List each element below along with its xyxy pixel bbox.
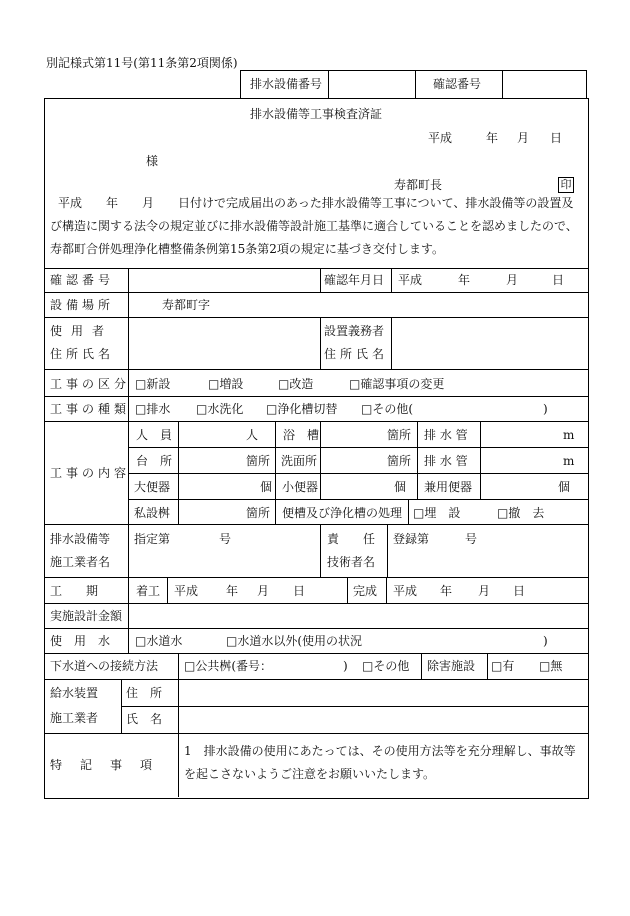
user-label: 使用者 [50,324,114,338]
treatment-remove[interactable]: □撤 去 [497,506,545,520]
issue-date-day: 日 [550,131,563,145]
start-era: 平成 [174,584,199,598]
work-class-change[interactable]: □確認事項の変更 [349,377,445,391]
hazard-yes[interactable]: □有 [491,659,515,673]
hazard-facility-label: 除害施設 [427,659,476,673]
work-type-label: 工事の種類 [50,402,131,416]
sewer-public-basin-close: ) [343,659,348,673]
content-urinal: 小便器 [282,480,319,494]
confirm-date-day: 日 [552,273,565,287]
work-type-other[interactable]: □その他( [361,402,414,416]
certificate-body: 平成 年 月 日付けで完成届出のあった排水設備等工事について、排水設備等の設置及び構造に関する法令の規定並びに排水設備等設計施工基準に適合していることを認めましたので、寿都町合併処理浄化槽整備条例第15条第2項の規定に基づき交付します。 [50,196,578,256]
location-label: 設備場所 [50,298,115,312]
confirm-date-year: 年 [458,273,471,287]
content-pipe2: 排 水 管 [424,454,468,468]
content-toilet: 大便器 [134,480,171,494]
complete-year: 年 [440,584,453,598]
content-washbasin: 洗面所 [281,454,318,468]
treatment-bury[interactable]: □埋 設 [413,506,461,520]
content-private-basin: 私設桝 [134,506,171,520]
content-dual-toilet-unit: 個 [558,480,571,494]
content-washbasin-unit: 箇所 [387,454,412,468]
content-pipe1: 排 水 管 [424,428,468,442]
confirm-date-era: 平成 [398,273,423,287]
obligor-label: 設置義務者 [324,324,385,338]
work-type-septic[interactable]: □浄化槽切替 [266,402,338,416]
start-label: 着工 [136,584,161,598]
supply-name-label: 氏 名 [126,712,163,726]
supply-address-label: 住 所 [126,686,163,700]
issue-date-era: 平成 [428,131,453,145]
location-value: 寿都町字 [162,298,211,312]
content-private-basin-unit: 箇所 [246,506,271,520]
period-label: 工 期 [50,584,99,598]
content-pipe1-unit: m [563,428,575,442]
issue-date-year: 年 [486,131,499,145]
work-content-label: 工事の内容 [50,466,131,480]
contractor-name-label: 施工業者名 [50,555,111,569]
work-class-modify[interactable]: □改造 [278,377,314,391]
obligor-address-label: 住所氏名 [324,347,389,361]
designated-number: 号 [219,532,232,546]
complete-month: 月 [478,584,491,598]
content-persons: 人 員 [136,428,173,442]
supply-contractor-label: 施工業者 [50,711,99,725]
confirm-number-label: 確認番号 [433,77,482,91]
sewer-connection-label: 下水道への接続方法 [50,659,159,673]
registered-number: 号 [465,532,478,546]
content-toilet-unit: 個 [260,480,273,494]
confirm-number-row-label: 確認番号 [50,273,115,287]
work-class-label: 工事の区分 [50,377,131,391]
contractor-label: 排水設備等 [50,532,111,546]
content-bath-unit: 箇所 [387,428,412,442]
water-use-label: 使 用 水 [50,634,111,648]
sewer-other[interactable]: □その他 [362,659,410,673]
registered-label: 登録第 [393,532,430,546]
water-use-other[interactable]: □水道水以外(使用の状況 [226,634,363,648]
complete-day: 日 [513,584,526,598]
designated-label: 指定第 [134,532,171,546]
water-use-other-close: ) [543,634,548,648]
work-type-other-close: ) [543,402,548,416]
issuer-name: 寿都町長 [394,178,443,192]
content-pipe2-unit: m [563,454,575,468]
confirm-date-month: 月 [506,273,519,287]
design-amount-label: 実施設計金額 [50,609,123,623]
seal-mark: 印 [558,177,574,193]
user-address-label: 住所氏名 [50,347,115,361]
work-type-drain[interactable]: □排水 [135,402,171,416]
engineer-name-label: 技術者名 [327,555,376,569]
sewer-public-basin[interactable]: □公共桝(番号： [184,659,273,673]
header-number-box [240,70,587,97]
start-month: 月 [257,584,270,598]
water-use-tap[interactable]: □水道水 [135,634,183,648]
work-class-add[interactable]: □増設 [208,377,244,391]
content-bath: 浴 槽 [283,428,320,442]
responsible-label: 責 任 [327,532,376,546]
issue-date-month: 月 [517,131,530,145]
content-kitchen: 台 所 [136,454,173,468]
start-year: 年 [226,584,239,598]
content-dual-toilet: 兼用便器 [424,480,473,494]
certificate-title: 排水設備等工事検査済証 [250,107,383,121]
start-day: 日 [293,584,306,598]
notes-text: 1 排水設備の使用にあたっては、その使用方法等を充分理解し、事故等を起こさないようご注意をお願いいたします。 [184,744,576,781]
complete-era: 平成 [393,584,418,598]
content-urinal-unit: 個 [394,480,407,494]
addressee-suffix: 様 [146,154,159,168]
drain-number-label: 排水設備番号 [250,77,323,91]
content-toilet-treatment: 便槽及び浄化槽の処理 [282,506,403,520]
work-class-new[interactable]: □新設 [135,377,171,391]
form-caption: 別記様式第11号(第11条第2項関係) [46,56,238,70]
content-kitchen-unit: 箇所 [246,454,271,468]
supply-device-label: 給水装置 [50,686,99,700]
content-persons-unit: 人 [246,428,259,442]
notes-label: 特記事項 [50,758,171,772]
complete-label: 完成 [353,584,378,598]
hazard-no[interactable]: □無 [539,659,563,673]
work-type-flush[interactable]: □水洗化 [196,402,244,416]
confirm-date-label: 確認年月日 [324,273,385,287]
